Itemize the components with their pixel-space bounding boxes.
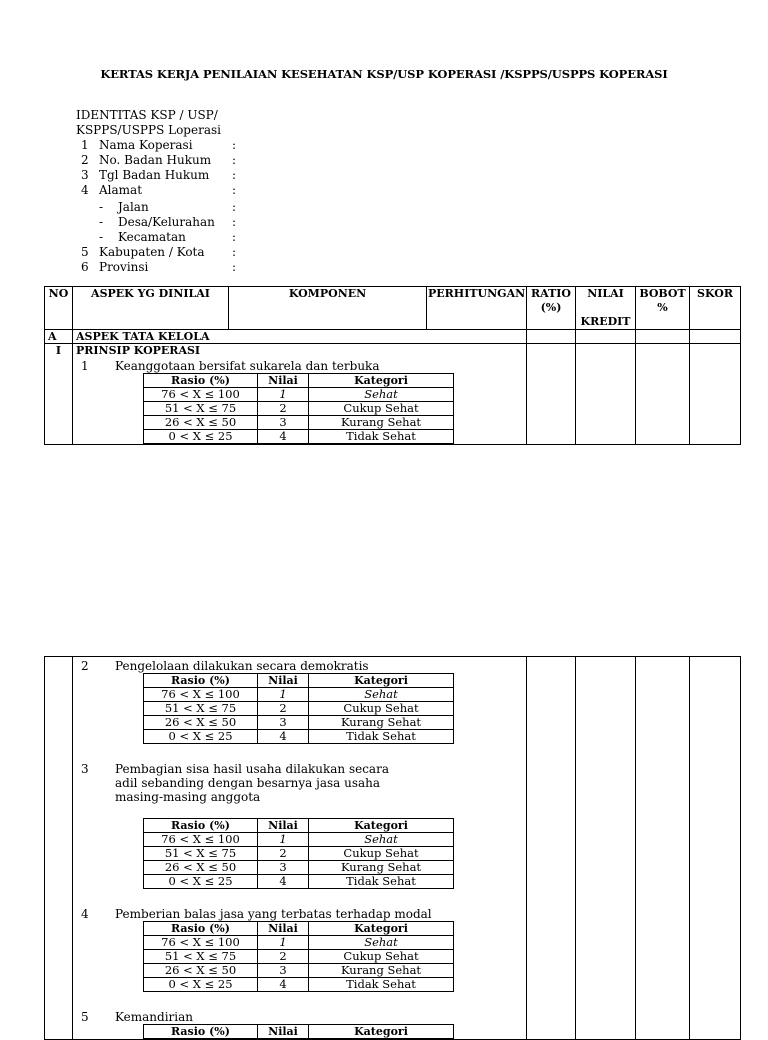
col-nilai-header: NILAI KREDIT xyxy=(576,287,636,330)
field-kecamatan: - Kecamatan : xyxy=(99,230,237,244)
rating-table: Rasio (%) Nilai Kategori 76 < X ≤ 100 1 Sehat 51 < X ≤ 75 2 Cukup Sehat 26 < X ≤ 50 3 Kurang Sehat 0 < X ≤ 25 4 Tidak Sehat xyxy=(143,921,454,992)
list-item: 1 Keanggotaan bersifat sukarela dan terbuka xyxy=(81,359,380,373)
field-kabupaten-kota: 5 Kabupaten / Kota : xyxy=(81,245,237,259)
col-aspek-header: ASPEK YG DINILAI xyxy=(73,287,229,330)
items-row xyxy=(45,657,741,1040)
field-provinsi: 6 Provinsi : xyxy=(81,260,237,274)
col-no-header: NO xyxy=(45,287,73,330)
field-jalan: - Jalan : xyxy=(99,200,237,214)
col-ratio-header: RATIO (%) xyxy=(527,287,576,330)
section-row-a: A ASPEK TATA KELOLA xyxy=(45,330,741,344)
page-title: KERTAS KERJA PENILAIAN KESEHATAN KSP/USP KOPERASI /KSPPS/USPPS KOPERASI xyxy=(100,67,668,81)
assessment-table-continued xyxy=(44,656,741,1040)
list-item: 3 Pembagian sisa hasil usaha dilakukan secara adil sebanding dengan besarnya jasa usaha masing-masing anggota xyxy=(81,762,389,804)
field-desa-kelurahan: - Desa/Kelurahan : xyxy=(99,215,237,229)
list-item: 2 Pengelolaan dilakukan secara demokratis xyxy=(81,659,369,673)
identity-header-line1: IDENTITAS KSP / USP/ xyxy=(76,108,218,122)
identity-header-line2: KSPPS/USPPS Loperasi xyxy=(76,123,221,137)
rating-table: Rasio (%) Nilai Kategori 76 < X ≤ 100 1 Sehat 51 < X ≤ 75 2 Cukup Sehat 26 < X ≤ 50 3 Kurang Sehat 0 < X ≤ 25 4 Tidak Sehat xyxy=(143,818,454,889)
identity-section xyxy=(76,108,237,275)
assessment-table xyxy=(44,286,741,445)
col-skor-header: SKOR xyxy=(690,287,741,330)
field-no-badan-hukum: 2 No. Badan Hukum : xyxy=(81,153,237,167)
rating-table: Rasio (%) Nilai Kategori 76 < X ≤ 100 1 Sehat 51 < X ≤ 75 2 Cukup Sehat 26 < X ≤ 50 3 Kurang Sehat 0 < X ≤ 25 4 Tidak Sehat xyxy=(143,373,454,444)
col-perhitungan-header: PERHITUNGAN xyxy=(427,287,527,330)
list-item: 5 Kemandirian xyxy=(81,1010,193,1024)
field-alamat: 4 Alamat : xyxy=(81,183,237,197)
field-nama-koperasi: 1 Nama Koperasi : xyxy=(81,138,237,152)
section-i-label: PRINSIP KOPERASI xyxy=(76,344,201,357)
section-row-i: I PRINSIP KOPERASI 1 Keanggotaan bersifat sukarela dan terbuka Rasio (%) Nilai Kategori 76 < X ≤ 100 1 Sehat 51 < X ≤ 75 2 Cukup Sehat 26 < X ≤ 50 3 Kurang Sehat 0 < X ≤ 25 4 Tidak Sehat xyxy=(45,344,741,445)
col-komponen-header: KOMPONEN xyxy=(229,287,427,330)
field-tgl-badan-hukum: 3 Tgl Badan Hukum : xyxy=(81,168,237,182)
list-item: 4 Pemberian balas jasa yang terbatas terhadap modal xyxy=(81,907,432,921)
table-header-row xyxy=(45,287,741,330)
rating-table: Rasio (%) Nilai Kategori xyxy=(143,1024,454,1039)
col-bobot-header: BOBOT % xyxy=(636,287,690,330)
rating-table: Rasio (%) Nilai Kategori 76 < X ≤ 100 1 Sehat 51 < X ≤ 75 2 Cukup Sehat 26 < X ≤ 50 3 Kurang Sehat 0 < X ≤ 25 4 Tidak Sehat xyxy=(143,673,454,744)
